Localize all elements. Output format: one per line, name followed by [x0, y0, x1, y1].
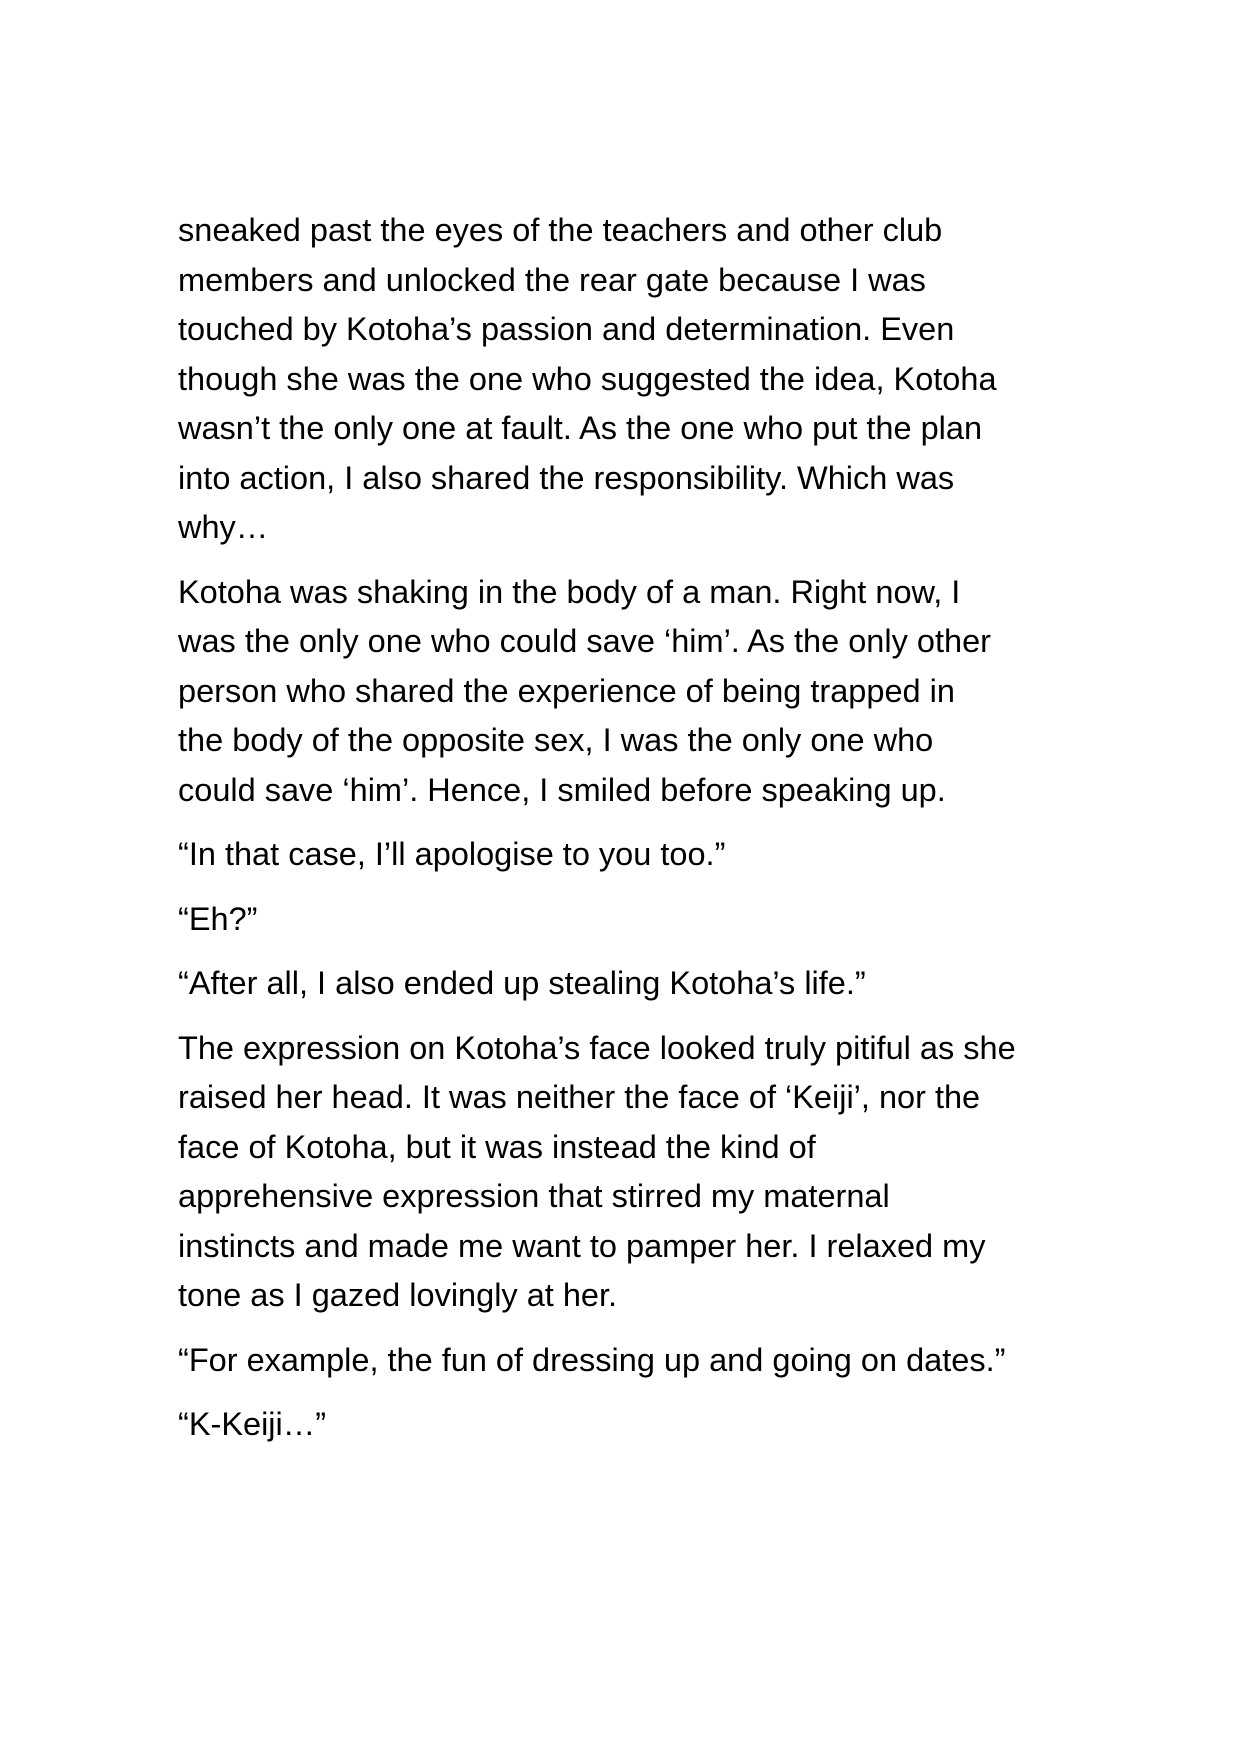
text-line: could save ‘him’. Hence, I smiled before speaking up.: [178, 771, 946, 808]
dialogue-line-2: [178, 895, 1078, 945]
text-line: “After all, I also ended up stealing Kotoha’s life.”: [178, 965, 866, 1001]
text-line: “K-Keiji…”: [178, 1406, 327, 1442]
text-line: “For example, the fun of dressing up and going on dates.”: [178, 1341, 1006, 1378]
text-line: wasn’t the only one at fault. As the one who put the plan: [178, 410, 983, 446]
dialogue-line-5: [178, 1400, 1078, 1450]
text-line: tone as I gazed lovingly at her.: [178, 1277, 618, 1313]
text-line: person who shared the experience of being trapped in: [178, 672, 955, 709]
text-line: face of Kotoha, but it was instead the kind of: [178, 1128, 816, 1165]
paragraph-3: [178, 1024, 1078, 1321]
text-line: instincts and made me want to pamper her. I relaxed my: [178, 1227, 986, 1264]
paragraph-2: [178, 568, 1078, 816]
text-line: the body of the opposite sex, I was the only one who: [178, 722, 934, 758]
text-line: sneaked past the eyes of the teachers and other club: [178, 212, 943, 248]
paragraph-1: [178, 206, 1078, 553]
text-line: though she was the one who suggested the idea, Kotoha: [178, 360, 997, 397]
dialogue-line-4: [178, 1336, 1078, 1386]
dialogue-line-3: [178, 959, 1078, 1009]
text-line: “In that case, I’ll apologise to you too.”: [178, 836, 726, 872]
text-line: The expression on Kotoha’s face looked truly pitiful as she: [178, 1029, 1016, 1066]
text-line: into action, I also shared the responsibility. Which was: [178, 459, 955, 496]
text-line: members and unlocked the rear gate because I was: [178, 261, 926, 298]
text-line: “Eh?”: [178, 900, 258, 937]
body-text: [178, 206, 1078, 1465]
dialogue-line-1: [178, 830, 1078, 880]
text-line: apprehensive expression that stirred my maternal: [178, 1178, 890, 1214]
text-line: was the only one who could save ‘him’. As the only other: [178, 623, 991, 659]
text-line: why…: [178, 509, 269, 545]
text-line: Kotoha was shaking in the body of a man. Right now, I: [178, 573, 961, 610]
text-line: touched by Kotoha’s passion and determination. Even: [178, 311, 955, 347]
text-line: raised her head. It was neither the face of ‘Keiji’, nor the: [178, 1079, 981, 1115]
